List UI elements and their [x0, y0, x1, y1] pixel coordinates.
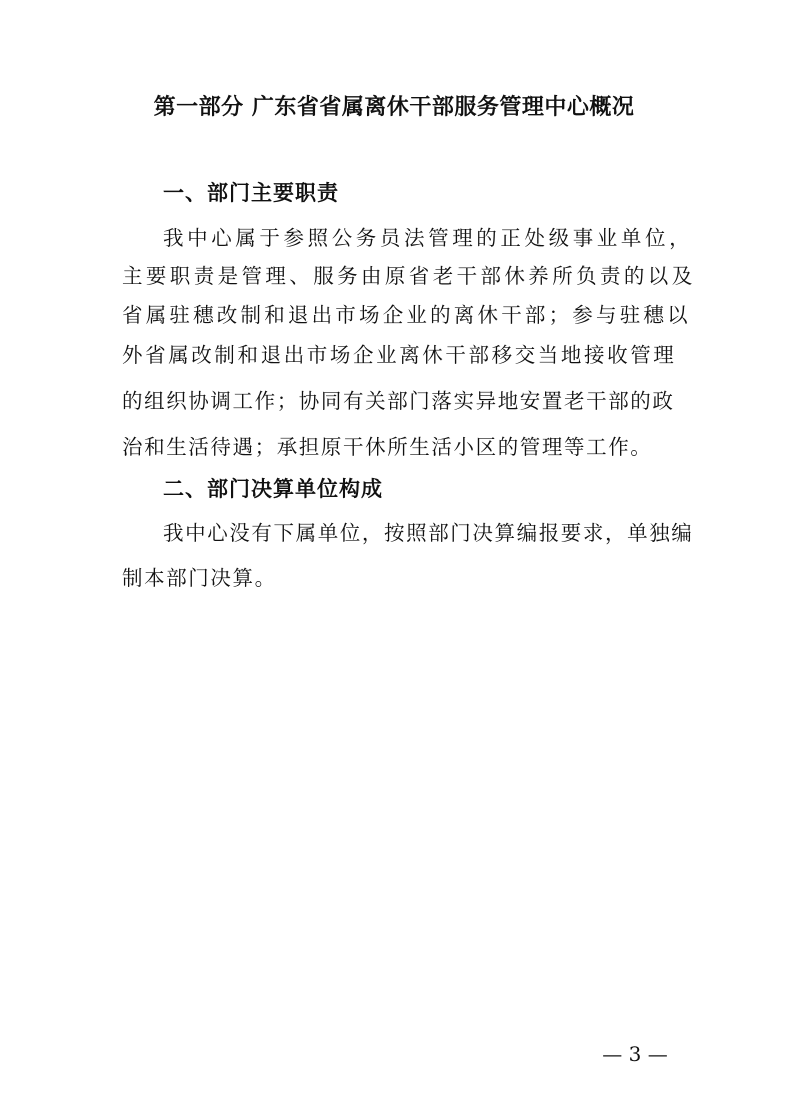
- paragraph-line: 我中心属于参照公务员法管理的正处级事业单位，: [163, 226, 694, 250]
- section-heading-units: 二、部门决算单位构成: [163, 477, 383, 501]
- page-title: 第一部分 广东省省属离休干部服务管理中心概况: [153, 95, 635, 120]
- section-heading-duties: 一、部门主要职责: [163, 181, 339, 205]
- paragraph-line: 主要职责是管理、服务由原省老干部休养所负责的以及: [122, 264, 696, 288]
- paragraph-line: 治和生活待遇；承担原干休所生活小区的管理等工作。: [122, 435, 653, 459]
- paragraph-line: 的组织协调工作；协同有关部门落实异地安置老干部的政: [122, 389, 675, 413]
- paragraph-line: 我中心没有下属单位，按照部门决算编报要求，单独编: [163, 521, 694, 545]
- paragraph-line: 省属驻穗改制和退出市场企业的离休干部；参与驻穗以: [122, 303, 691, 327]
- paragraph-line: 制本部门决算。: [122, 566, 277, 590]
- paragraph-line: 外省属改制和退出市场企业离休干部移交当地接收管理: [122, 343, 677, 367]
- page-number: — 3 —: [602, 1042, 668, 1066]
